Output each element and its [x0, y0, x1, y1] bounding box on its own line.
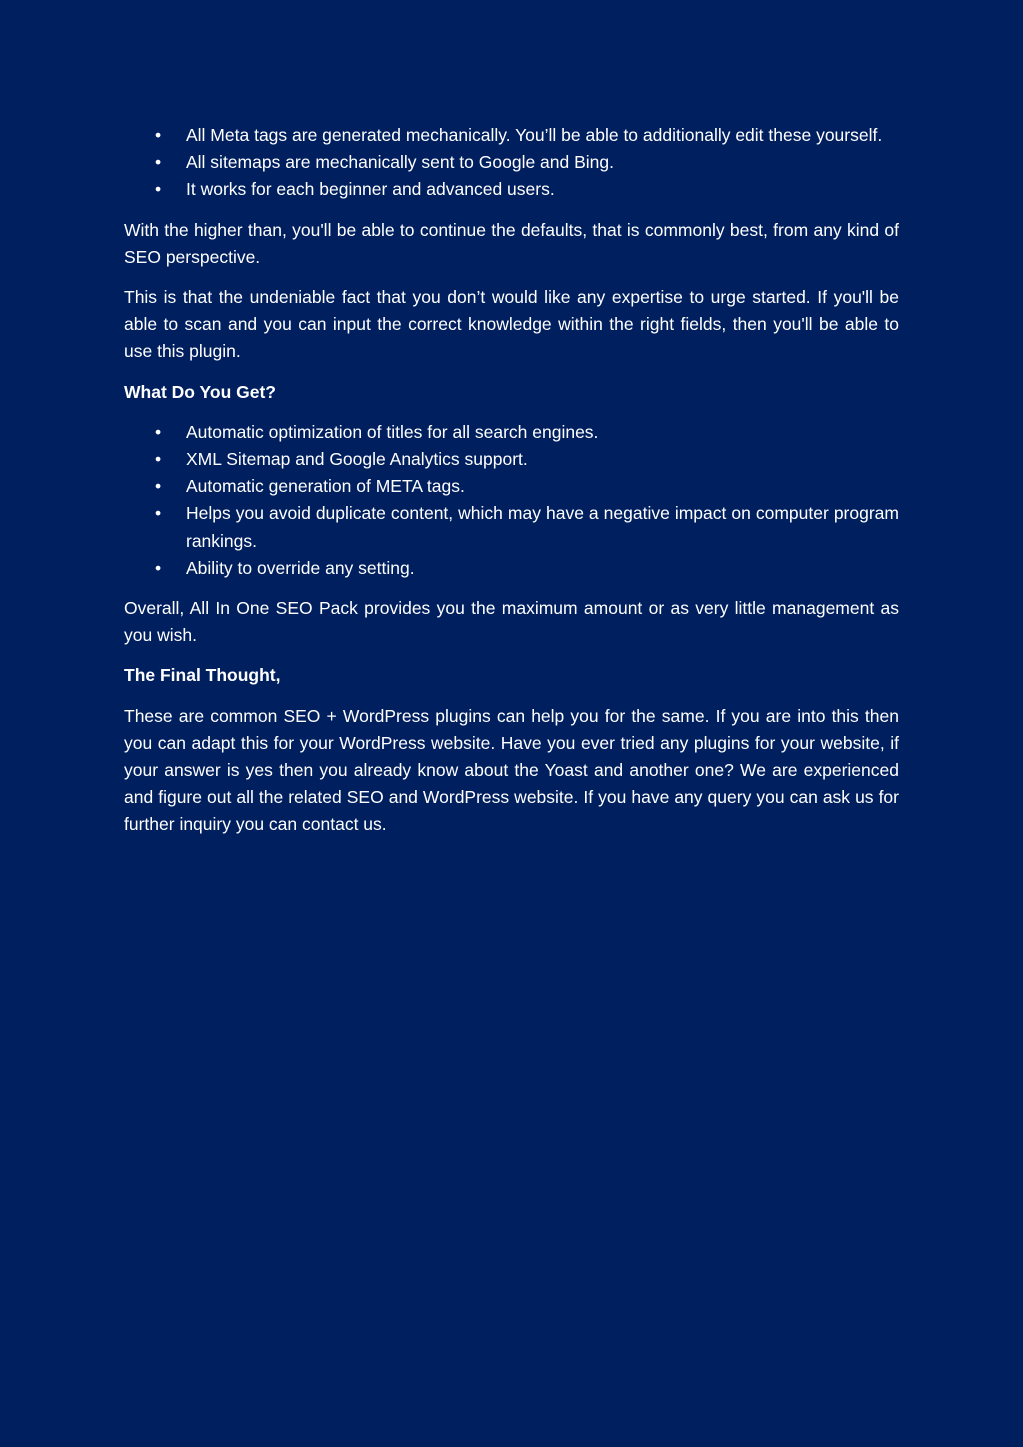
- list-item-text: Automatic optimization of titles for all search engines.: [186, 421, 599, 442]
- bullet-icon: •: [155, 503, 162, 524]
- list-item: [124, 149, 899, 176]
- bullet-icon: •: [155, 449, 162, 470]
- list-item-text: Ability to override any setting.: [186, 557, 415, 578]
- paragraph-overall: Overall, All In One SEO Pack provides you the maximum amount or as very little management as you wish.: [124, 598, 899, 646]
- bullet-icon: •: [155, 421, 162, 442]
- list-item-text: All Meta tags are generated mechanically. You’ll be able to additionally edit these yourself.: [186, 125, 883, 145]
- feature-list: [124, 122, 899, 204]
- list-item-text: XML Sitemap and Google Analytics support.: [186, 449, 528, 470]
- list-item-text: It works for each beginner and advanced users.: [186, 179, 555, 200]
- list-item: [124, 122, 899, 149]
- list-item: [124, 176, 899, 203]
- document-page: [124, 122, 899, 852]
- bullet-icon: •: [155, 152, 162, 173]
- bullet-icon: •: [155, 476, 162, 497]
- heading-what-do-you-get: What Do You Get?: [124, 381, 276, 402]
- benefits-list: [124, 419, 899, 582]
- list-item-text: Helps you avoid duplicate content, which may have a negative impact on computer program rankings.: [186, 503, 899, 551]
- list-item: [124, 500, 899, 554]
- list-item-text: All sitemaps are mechanically sent to Google and Bing.: [186, 152, 615, 173]
- bullet-icon: •: [155, 125, 162, 145]
- paragraph-expertise: This is that the undeniable fact that you don’t would like any expertise to urge started. If you'll be able to scan and you can input the correct knowledge within the right fields, then you'll be able to use this plugin.: [124, 287, 899, 362]
- bullet-icon: •: [155, 179, 162, 200]
- list-item: [124, 473, 899, 500]
- list-item: [124, 419, 899, 446]
- list-item-text: Automatic generation of META tags.: [186, 476, 465, 497]
- paragraph-defaults: With the higher than, you'll be able to continue the defaults, that is commonly best, from any kind of SEO perspective.: [124, 219, 899, 267]
- paragraph-conclusion: These are common SEO + WordPress plugins can help you for the same. If you are into this then you can adapt this for your WordPress website. Have you ever tried any plugins for your website, if your answer is yes then you already know about the Yoast and another one? We are experienced and figure out all the related SEO and WordPress website. If you have any query you can ask us for further inquiry you can contact us.: [124, 705, 899, 835]
- bullet-icon: •: [155, 557, 162, 578]
- list-item: [124, 555, 899, 582]
- heading-final-thought: The Final Thought,: [124, 665, 281, 686]
- list-item: [124, 446, 899, 473]
